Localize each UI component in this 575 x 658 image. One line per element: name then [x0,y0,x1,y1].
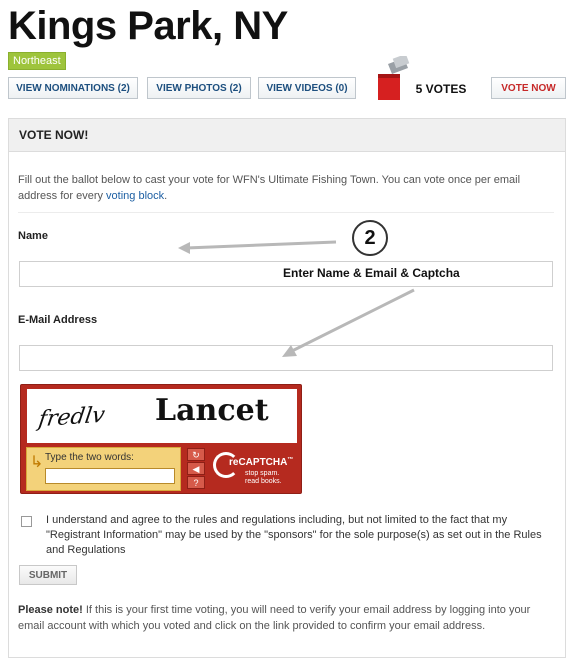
intro-text: Fill out the ballot below to cast your vote for WFN's Ultimate Fishing Town. You can vote once per email address for every voting block. [18,174,521,202]
recaptcha-logo [211,448,297,488]
refresh-icon[interactable]: ↻ [187,448,205,461]
vote-count: 5 VOTES [410,78,472,100]
captcha-input[interactable] [45,468,175,484]
help-icon[interactable]: ? [187,476,205,489]
audio-icon[interactable]: ◀ [187,462,205,475]
agree-checkbox[interactable] [21,516,32,527]
captcha-word-1: fredlv [36,402,107,433]
submit-button[interactable]: SUBMIT [19,565,77,585]
note-text: Please note! If this is your first time voting, you will need to verify your email address by logging into your email account with which you voted and click on the link provided to confirm your email address. [18,604,531,632]
vote-now-button[interactable]: VOTE NOW [491,77,566,99]
captcha-image [27,389,297,443]
captcha-word-2: Lancet [155,393,269,428]
page-title: Kings Park, NY [8,4,288,48]
instruction-overlay: Enter Name & Email & Captcha [283,266,460,280]
step-number-badge: 2 [352,220,388,256]
name-label: Name [18,230,48,242]
view-photos-button[interactable]: VIEW PHOTOS (2) [147,77,251,99]
down-right-arrow-icon: ↳ [30,454,44,471]
voting-block-link[interactable]: voting block [106,190,165,202]
recaptcha-widget [20,384,302,494]
captcha-prompt: Type the two words: [45,452,134,463]
panel-title: VOTE NOW! [19,128,89,142]
recaptcha-brand: reCAPTCHA™ [229,457,294,468]
recaptcha-tagline: stop spam. read books. [245,470,282,485]
view-videos-button[interactable]: VIEW VIDEOS (0) [258,77,356,99]
email-label: E-Mail Address [18,314,98,326]
agree-text: I understand and agree to the rules and regulations including, but not limited to the fact that my "Registrant Information" may be used by the "sponsors" for the sole purpose(s) as set out in the Rules and Regulations [46,514,542,556]
captcha-input-area [26,447,181,491]
region-badge[interactable]: Northeast [8,52,66,70]
view-nominations-button[interactable]: VIEW NOMINATIONS (2) [8,77,138,99]
